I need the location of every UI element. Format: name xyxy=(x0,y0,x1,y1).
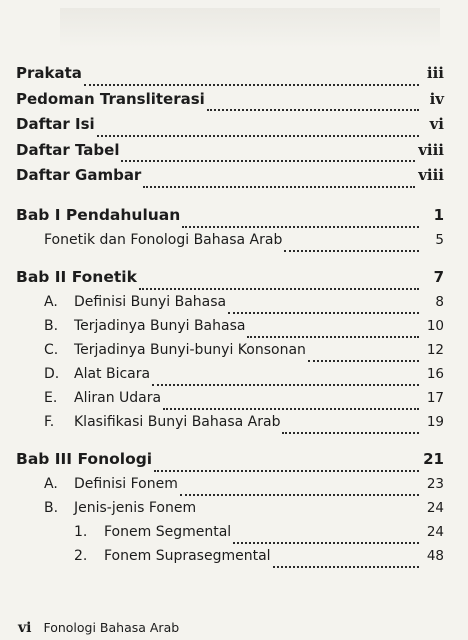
entry-text: Definisi Bunyi Bahasa xyxy=(74,293,227,310)
dot-leader xyxy=(84,84,419,86)
chapter-title: Bab I Pendahuluan xyxy=(16,205,181,224)
entry-text: Fonem Suprasegmental xyxy=(104,547,271,564)
entry-text: Alat Bicara xyxy=(74,365,151,382)
toc-entry-front xyxy=(16,141,444,167)
dot-leader xyxy=(121,160,415,162)
dot-leader xyxy=(182,226,419,228)
entry-letter: A. xyxy=(44,293,58,310)
entry-page: viii xyxy=(418,140,444,159)
toc-entry xyxy=(16,294,444,318)
entry-label: Daftar Tabel xyxy=(16,140,120,159)
toc-entry xyxy=(16,232,444,256)
toc-entry-front xyxy=(16,115,444,141)
chapter-title: Bab II Fonetik xyxy=(16,267,137,286)
entry-letter: E. xyxy=(44,389,58,406)
entry-label: Prakata xyxy=(16,64,82,82)
entry-letter: C. xyxy=(44,341,59,358)
entry-page: 16 xyxy=(426,365,444,382)
entry-page: viii xyxy=(418,166,444,184)
chapter-heading xyxy=(16,450,444,476)
entry-page: iii xyxy=(426,64,444,82)
chapter-heading xyxy=(16,268,444,294)
entry-label xyxy=(74,548,271,564)
entry-text: Aliran Udara xyxy=(74,389,162,406)
chapter-page: 21 xyxy=(423,449,444,468)
toc-entry-nested xyxy=(16,524,444,548)
entry-page: 10 xyxy=(426,317,444,334)
entry-label xyxy=(44,342,306,358)
entry-label xyxy=(44,318,245,334)
entry-text: Klasifikasi Bunyi Bahasa Arab xyxy=(74,413,281,430)
toc-entry xyxy=(16,390,444,414)
toc-entry xyxy=(16,500,444,524)
toc-entry-front xyxy=(16,166,444,192)
toc-entry-front xyxy=(16,90,444,116)
dot-leader xyxy=(152,384,419,386)
entry-page: 5 xyxy=(435,231,444,248)
dot-leader xyxy=(143,186,415,188)
entry-page: 8 xyxy=(435,293,444,310)
toc-entry xyxy=(16,414,444,438)
dot-leader xyxy=(284,250,419,252)
dot-leader xyxy=(207,109,419,111)
entry-label xyxy=(44,414,280,430)
entry-number: 2. xyxy=(74,547,88,564)
entry-page: 23 xyxy=(426,475,444,492)
page-folio: vi xyxy=(18,620,32,636)
toc-entry xyxy=(16,476,444,500)
entry-label: Pedoman Transliterasi xyxy=(16,89,205,108)
dot-leader xyxy=(180,494,419,496)
chapter-page: 7 xyxy=(433,267,444,286)
running-title: Fonologi Bahasa Arab xyxy=(43,620,180,635)
toc-entry xyxy=(16,318,444,342)
entry-page: 24 xyxy=(426,523,444,540)
dot-leader xyxy=(163,408,419,410)
entry-label: Daftar Gambar xyxy=(16,166,142,184)
entry-number: 1. xyxy=(74,523,88,540)
chapter-title: Bab III Fonologi xyxy=(16,449,153,468)
dot-leader xyxy=(247,336,419,338)
dot-leader xyxy=(273,566,419,568)
entry-text: Terjadinya Bunyi-bunyi Konsonan xyxy=(74,341,306,358)
entry-page: 24 xyxy=(426,499,444,516)
entry-label xyxy=(74,524,231,540)
entry-text: Terjadinya Bunyi Bahasa xyxy=(74,317,246,334)
entry-page: 19 xyxy=(426,413,444,430)
dot-leader xyxy=(97,135,419,137)
chapter-page: 1 xyxy=(433,205,444,224)
entry-text: Fonem Segmental xyxy=(104,523,232,540)
front-matter-list xyxy=(16,64,444,192)
entry-label xyxy=(44,366,150,382)
entry-label xyxy=(44,294,226,310)
chapter-heading xyxy=(16,206,444,232)
entry-page: 17 xyxy=(426,389,444,406)
dot-leader xyxy=(139,288,419,290)
toc-entry-front xyxy=(16,64,444,90)
entry-letter: B. xyxy=(44,499,59,516)
entry-page: vi xyxy=(429,115,444,133)
entry-page: 12 xyxy=(426,341,444,358)
entry-label: Fonetik dan Fonologi Bahasa Arab xyxy=(44,231,283,248)
show-through-shadow xyxy=(60,8,440,48)
entry-letter: F. xyxy=(44,413,55,430)
entry-letter: A. xyxy=(44,475,58,492)
entry-label xyxy=(44,476,178,492)
dot-leader xyxy=(228,312,419,314)
entry-label xyxy=(44,500,196,516)
page-footer xyxy=(18,620,179,636)
toc-entry-nested xyxy=(16,548,444,572)
dot-leader xyxy=(233,542,419,544)
entry-page: 48 xyxy=(426,547,444,564)
dot-leader xyxy=(282,432,419,434)
entry-text: Jenis-jenis Fonem xyxy=(74,499,197,516)
entry-text: Definisi Fonem xyxy=(74,475,178,492)
toc-entry xyxy=(16,366,444,390)
dot-leader xyxy=(308,360,419,362)
toc-entry xyxy=(16,342,444,366)
entry-label xyxy=(44,390,161,406)
dot-leader xyxy=(154,470,419,472)
entry-page: iv xyxy=(429,89,444,108)
entry-label: Daftar Isi xyxy=(16,115,95,133)
entry-letter: B. xyxy=(44,317,59,334)
entry-letter: D. xyxy=(44,365,60,382)
table-of-contents xyxy=(16,64,444,572)
